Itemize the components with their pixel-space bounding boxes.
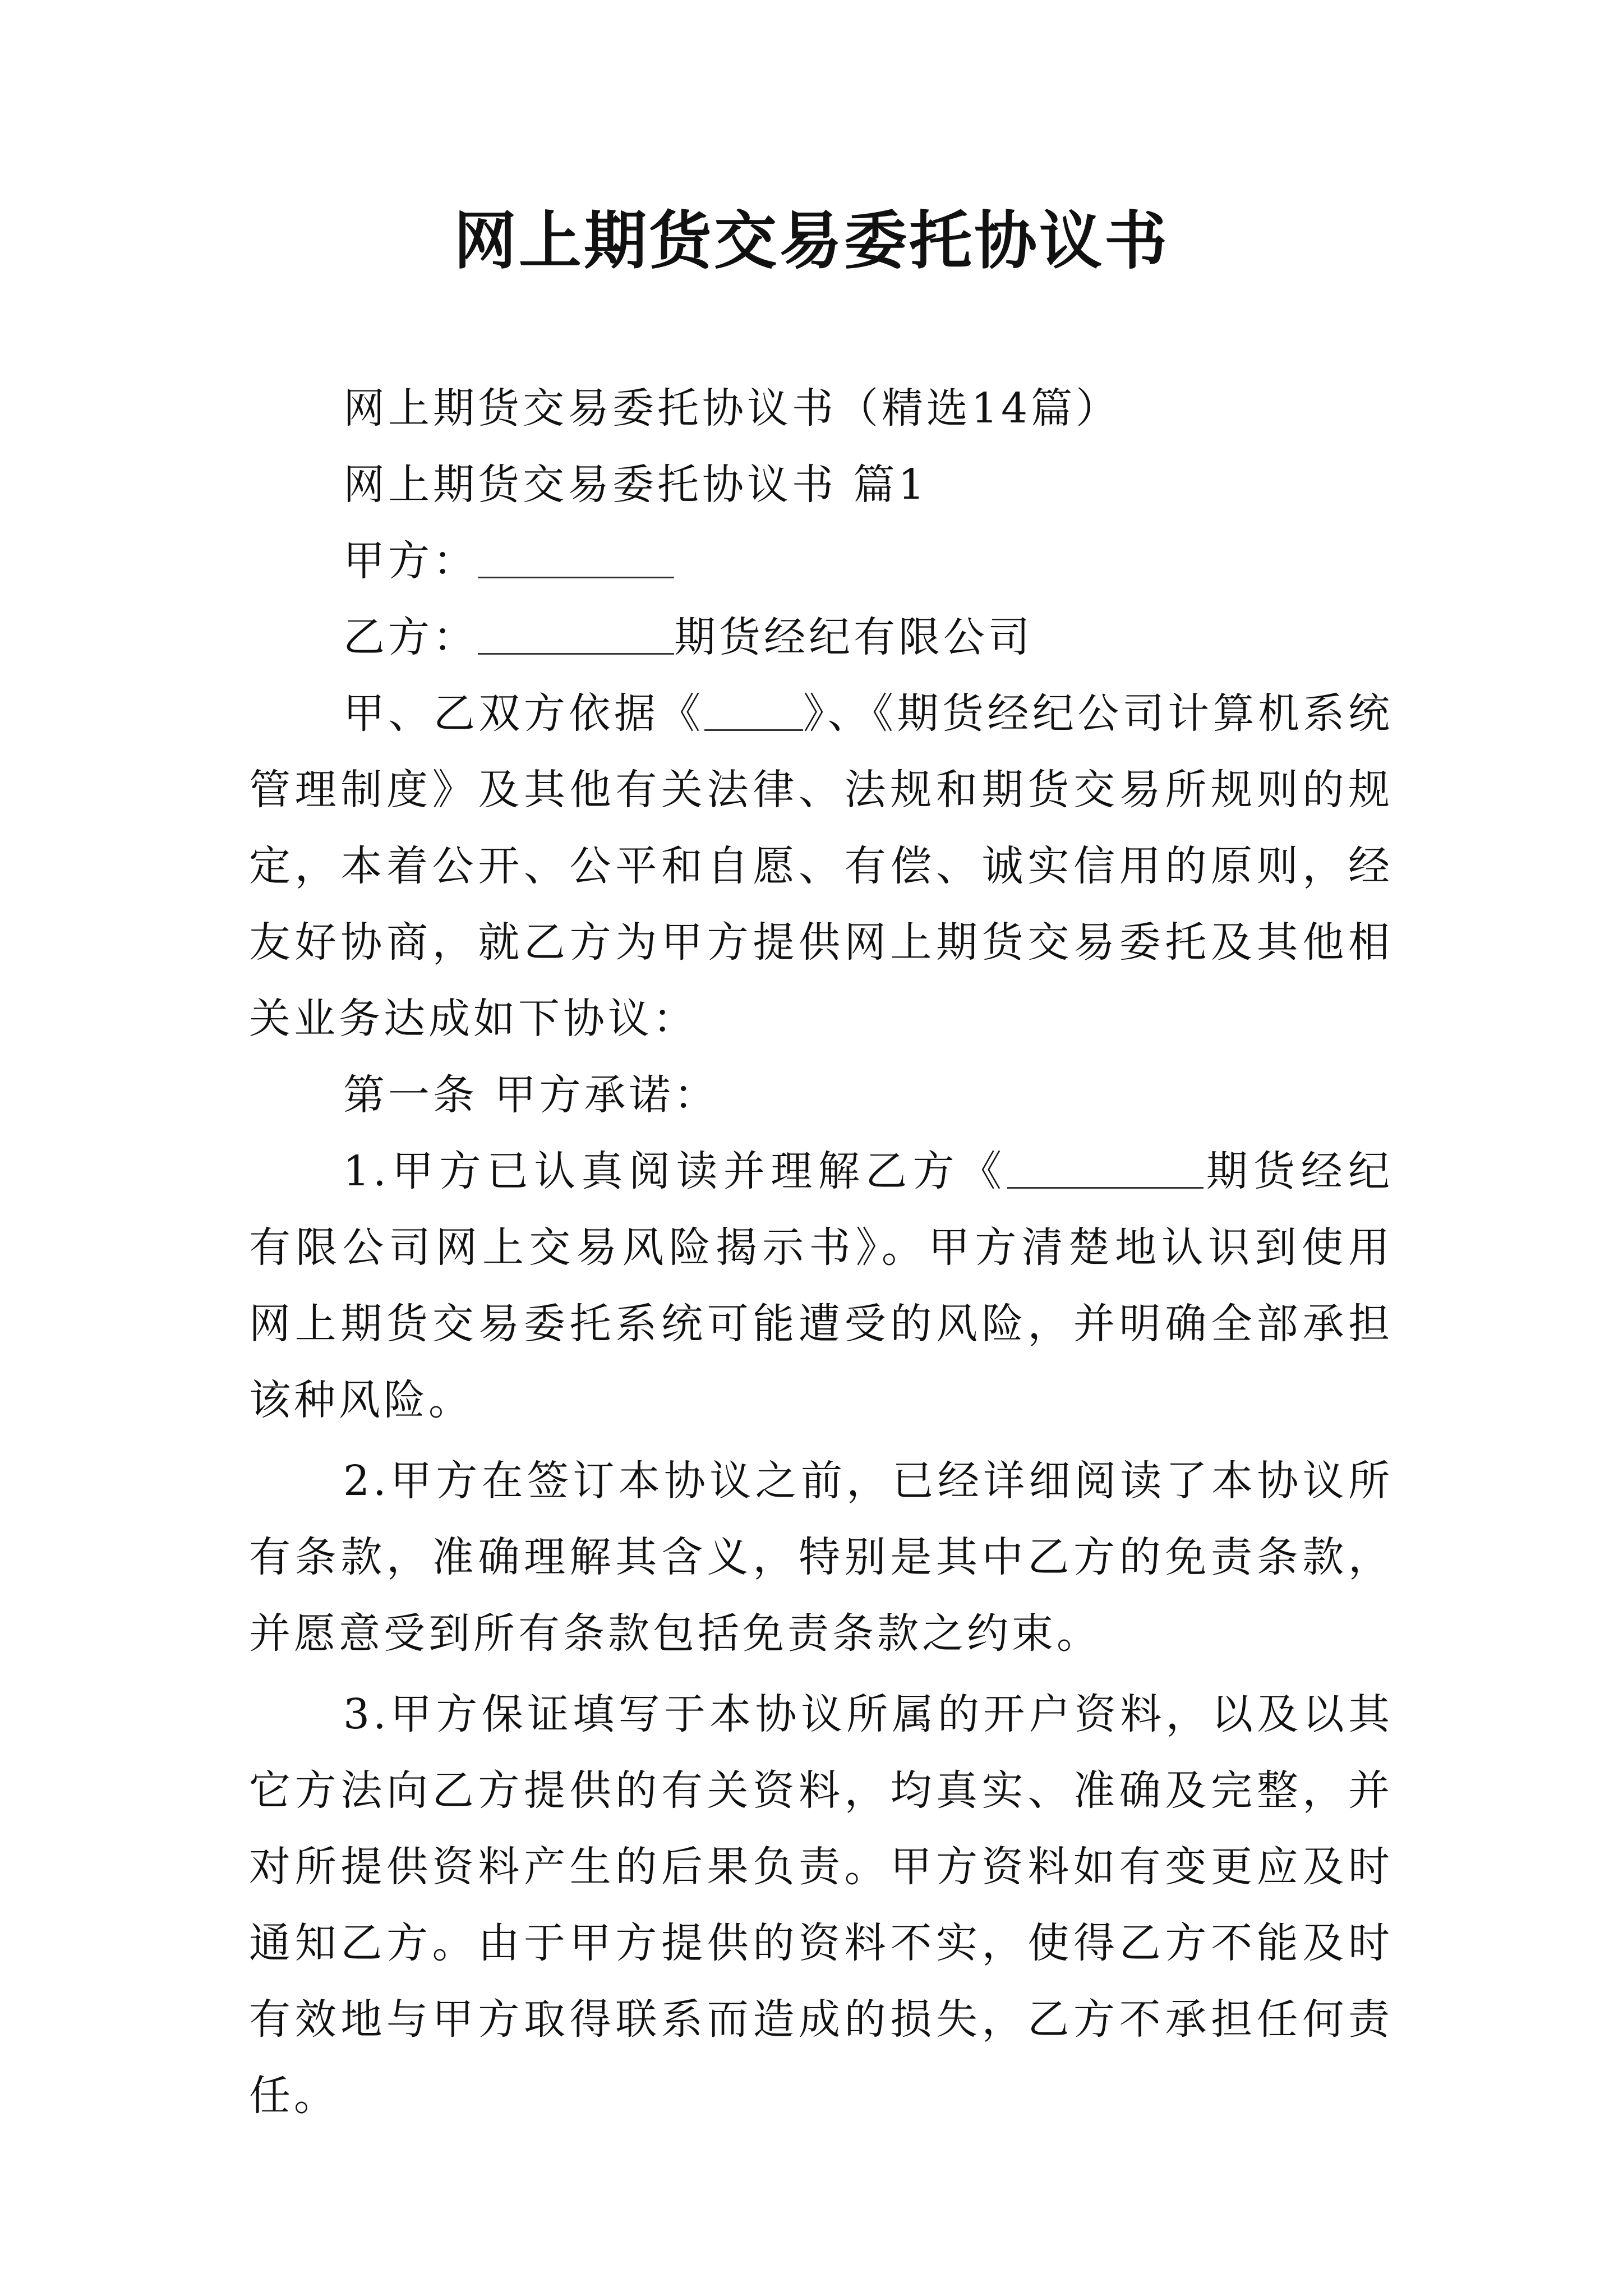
- clause1-rest: 期货经纪有限公司网上交易风险揭示书》。甲方清楚地认识到使用网上期货交易委托系统可能遭受的风险，并明确全部承担该种风险。: [249, 1147, 1394, 1424]
- clause-1: [249, 1133, 1393, 1438]
- subtitle: 网上期货交易委托协议书（精选14篇）: [343, 384, 1121, 432]
- party-b-label: 乙方：: [343, 613, 478, 661]
- intro-rest: 》、《期货经纪公司计算机系统管理制度》及其他有关法律、法规和期货交易所规则的规定，本着公开、公平和自愿、有偿、诚实信用的原则，经友好协商，就乙方为甲方提供网上期货交易委托及其他相关业务达成如下协议：: [249, 689, 1394, 1043]
- article1-heading: 第一条 甲方承诺：: [343, 1071, 719, 1119]
- clause-3: 3.甲方保证填写于本协议所属的开户资料，以及以其它方法向乙方提供的有关资料，均真实、准确及完整，并对所提供资料产生的后果负责。甲方资料如有变更应及时通知乙方。由于甲方提供的资料不实，使得乙方不能及时有效地与甲方取得联系而造成的损失，乙方不承担任何责任。: [249, 1690, 1393, 2120]
- party-a-line: [249, 523, 1393, 599]
- clause1-blank: [1007, 1148, 1204, 1189]
- party-b-line: [249, 599, 1393, 675]
- party-a-label: 甲方：: [343, 537, 478, 585]
- intro-prefix: 甲、乙双方依据《: [343, 689, 704, 738]
- document-title: 网上期货交易委托协议书: [454, 204, 1169, 278]
- party-b-suffix: 期货经纪有限公司: [674, 613, 1033, 661]
- clause1-prefix: 1.甲方已认真阅读并理解乙方《: [343, 1147, 1008, 1195]
- intro-blank: [704, 690, 803, 731]
- document-body: [249, 370, 1393, 2134]
- intro-paragraph: [249, 675, 1393, 1057]
- section-heading: 网上期货交易委托协议书 篇1: [343, 461, 928, 509]
- party-b-blank: [478, 614, 674, 655]
- clause-2: 2.甲方在签订本协议之前，已经详细阅读了本协议所有条款，准确理解其含义，特别是其中乙方的免责条款，并愿意受到所有条款包括免责条款之约束。: [249, 1457, 1393, 1658]
- party-a-blank: [478, 537, 674, 578]
